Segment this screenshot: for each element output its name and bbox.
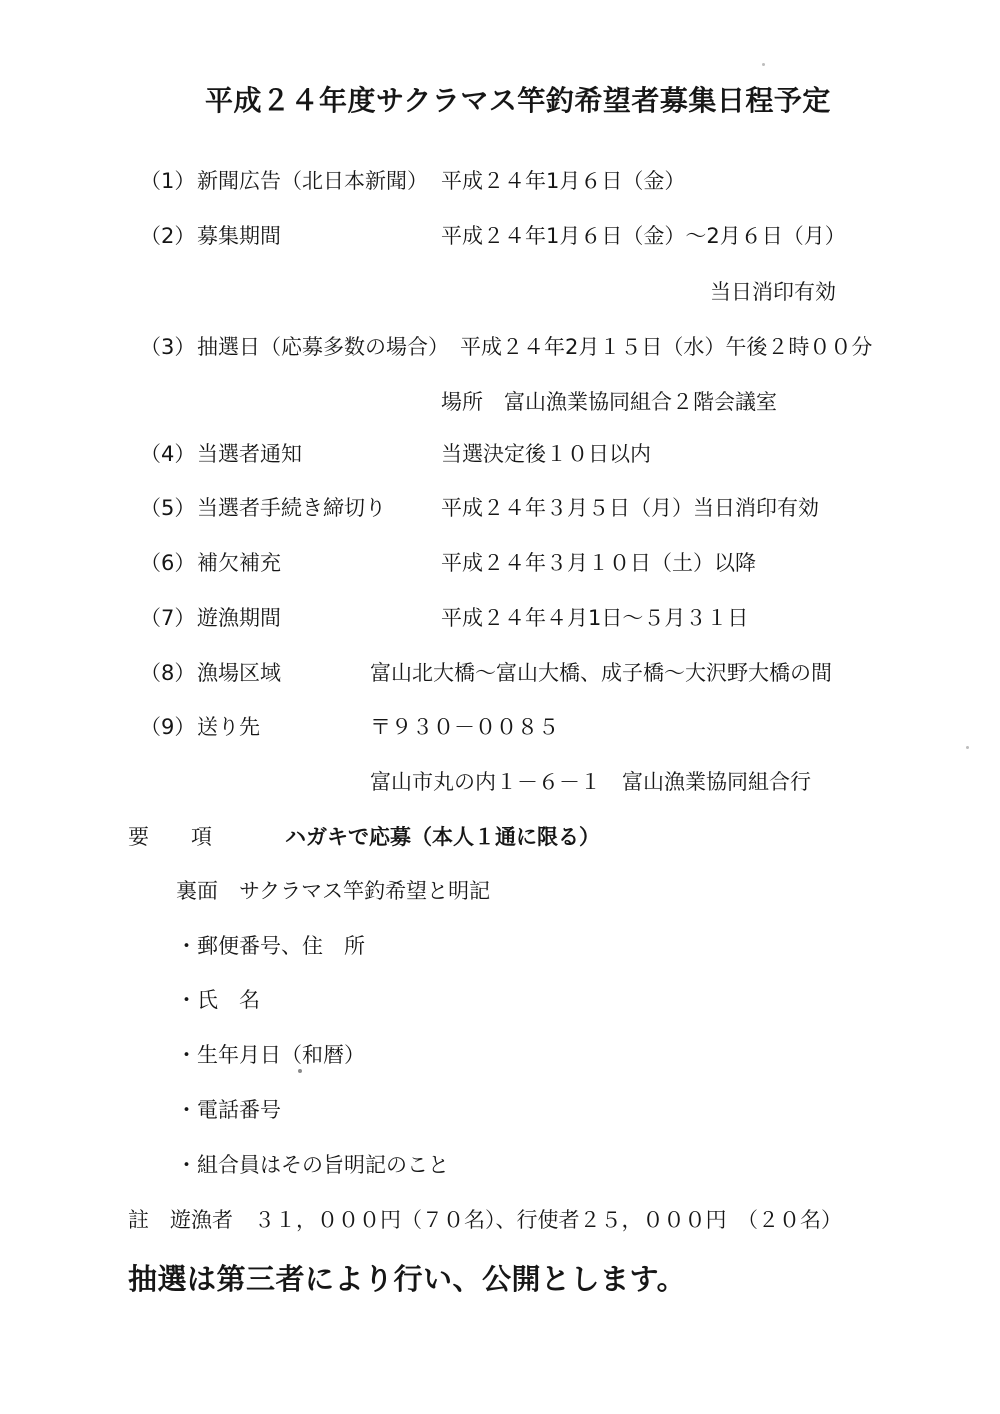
item-label: 当選者手続き締切り — [197, 496, 386, 520]
item-label: 抽選日（応募多数の場合） — [197, 335, 449, 359]
page-title: 平成２４年度サクラマス竿釣希望者募集日程予定 — [205, 84, 831, 117]
item-value: 富山北大橋～富山大橋、成子橋～大沢野大橋の間 — [370, 661, 832, 685]
item-value: 〒９３０－００８５ — [370, 715, 559, 739]
item-value: 平成２４年1月６日（金）～2月６日（月） — [441, 224, 846, 248]
item-number: （1） — [140, 169, 196, 193]
item-value: 平成２４年３月５日（月）当日消印有効 — [441, 496, 819, 520]
item-label: 漁場区域 — [197, 661, 281, 685]
scan-speck — [966, 746, 969, 749]
item-value: 当選決定後１０日以内 — [441, 442, 651, 466]
requirement-item: ・組合員はその旨明記のこと — [176, 1153, 449, 1177]
item-number: （4） — [140, 442, 196, 466]
fee-note: 註 遊漁者 ３１，０００円（７０名）、行使者２５，０００円 （２０名） — [128, 1208, 842, 1232]
scan-speck — [762, 63, 765, 66]
item-note: 当日消印有効 — [710, 280, 836, 304]
requirements-heading: ハガキで応募（本人１通に限る） — [285, 825, 600, 849]
back-side-instruction: 裏面 サクラマス竿釣希望と明記 — [176, 879, 491, 903]
requirement-item: ・電話番号 — [176, 1098, 281, 1122]
item-number: （6） — [140, 551, 196, 575]
item-label: 募集期間 — [197, 224, 281, 248]
item-number: （8） — [140, 661, 196, 685]
requirements-label: 要 項 — [128, 825, 212, 849]
requirement-item: ・郵便番号、住 所 — [176, 934, 365, 958]
item-number: （9） — [140, 715, 196, 739]
item-note: 富山市丸の内１－６－１ 富山漁業協同組合行 — [370, 770, 811, 794]
item-value: 平成２４年1月６日（金） — [441, 169, 686, 193]
item-value: 平成２４年４月1日～５月３１日 — [441, 606, 749, 630]
item-label: 新聞広告（北日本新聞） — [197, 169, 428, 193]
requirement-item: ・氏 名 — [176, 988, 260, 1012]
item-number: （7） — [140, 606, 196, 630]
requirement-item: ・生年月日（和暦） — [176, 1043, 365, 1067]
item-label: 当選者通知 — [197, 442, 302, 466]
item-label: 補欠補充 — [197, 551, 281, 575]
item-note: 場所 富山漁業協同組合２階会議室 — [441, 390, 777, 414]
item-label: 送り先 — [197, 715, 260, 739]
scan-speck — [298, 1069, 302, 1073]
item-value: 平成２４年2月１５日（水）午後２時００分 — [460, 335, 873, 359]
item-number: （3） — [140, 335, 196, 359]
item-number: （5） — [140, 496, 196, 520]
item-number: （2） — [140, 224, 196, 248]
lottery-statement: 抽選は第三者により行い、公開とします。 — [128, 1262, 687, 1296]
item-label: 遊漁期間 — [197, 606, 281, 630]
item-value: 平成２４年３月１０日（土）以降 — [441, 551, 756, 575]
